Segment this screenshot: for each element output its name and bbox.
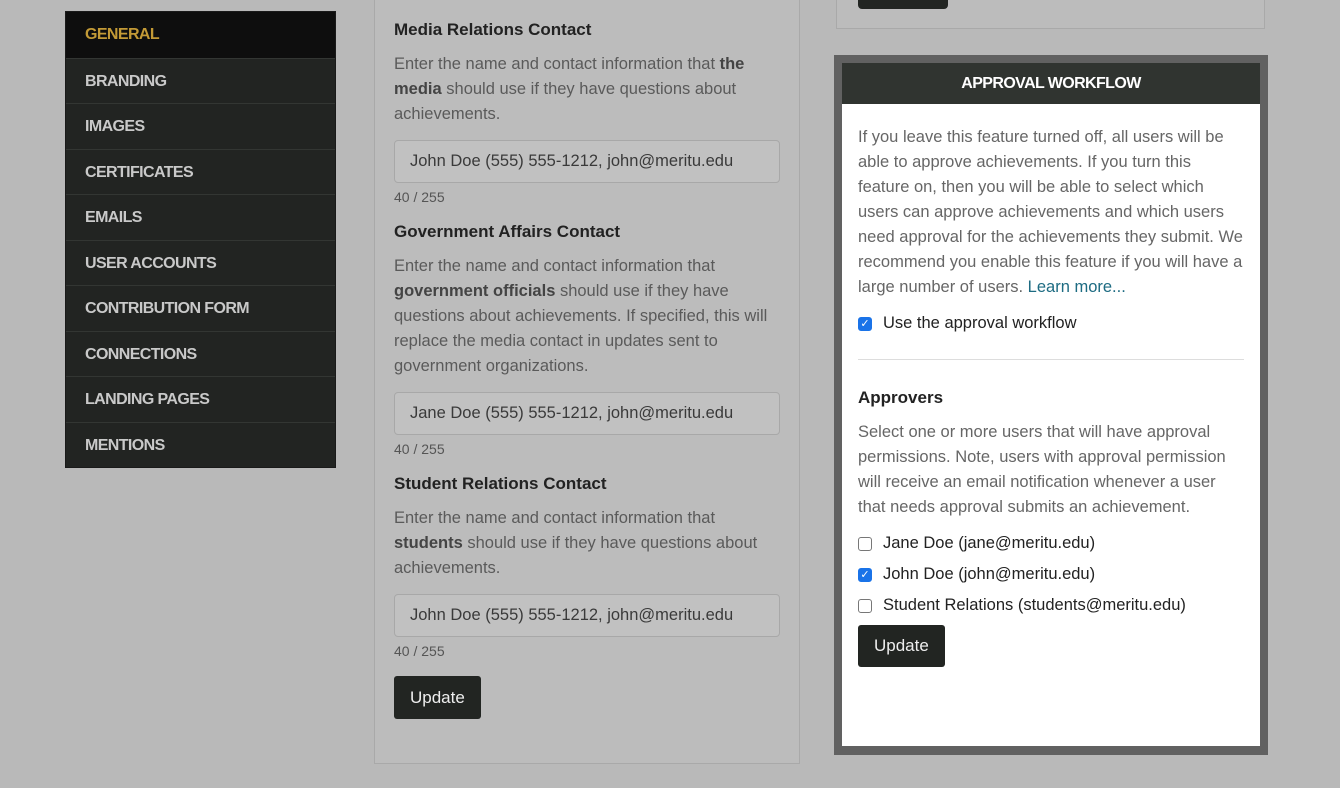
settings-sidebar — [65, 11, 336, 468]
dialog-title: APPROVAL WORKFLOW — [842, 63, 1260, 104]
media-contact-input[interactable]: John Doe (555) 555-1212, john@meritu.edu — [394, 140, 780, 183]
divider — [858, 359, 1244, 360]
student-contact-title: Student Relations Contact — [394, 474, 607, 493]
student-contact-input[interactable]: John Doe (555) 555-1212, john@meritu.edu — [394, 594, 780, 637]
approver-label: John Doe (john@meritu.edu) — [883, 565, 1096, 583]
top-right-button[interactable] — [858, 0, 948, 9]
contacts-update-button[interactable]: Update — [394, 676, 481, 719]
workflow-intro: If you leave this feature turned off, all users will be able to approve achievements. If you turn this feature on, then you will be able to select which users can approve achievements and which users need approval for the achievements they submit. We recommend you enable this feature if you will have a large number of users. Learn more... — [858, 128, 1243, 296]
sidebar-item-branding[interactable]: BRANDING — [66, 58, 335, 104]
checkbox-unchecked-icon[interactable] — [858, 599, 872, 613]
approver-checkbox-jane[interactable] — [858, 528, 1244, 559]
media-contact-title: Media Relations Contact — [394, 20, 592, 39]
gov-contact-input[interactable]: Jane Doe (555) 555-1212, john@meritu.edu — [394, 392, 780, 435]
student-contact-count: 40 / 255 — [394, 643, 445, 659]
gov-contact-count: 40 / 255 — [394, 441, 445, 457]
sidebar-item-mentions[interactable]: MENTIONS — [66, 422, 335, 468]
sidebar-item-certificates[interactable]: CERTIFICATES — [66, 149, 335, 195]
contacts-panel — [374, 0, 800, 764]
sidebar-item-images[interactable]: IMAGES — [66, 103, 335, 149]
approver-label: Jane Doe (jane@meritu.edu) — [883, 534, 1096, 552]
media-contact-description: Enter the name and contact information that the media should use if they have questions about achievements. — [394, 55, 745, 123]
top-right-panel — [836, 0, 1265, 29]
gov-contact-title: Government Affairs Contact — [394, 222, 621, 241]
approver-checkbox-john[interactable] — [858, 559, 1244, 590]
sidebar-item-user-accounts[interactable]: USER ACCOUNTS — [66, 240, 335, 286]
gov-contact-description: Enter the name and contact information that government officials should use if they have questions about achievements. If specified, this will replace the media contact in updates sent to government organizations. — [394, 257, 768, 375]
learn-more-link[interactable]: Learn more... — [1027, 278, 1126, 296]
approver-label: Student Relations (students@meritu.edu) — [883, 596, 1186, 614]
use-workflow-checkbox[interactable] — [858, 308, 1244, 339]
sidebar-item-contribution-form[interactable]: CONTRIBUTION FORM — [66, 285, 335, 331]
use-workflow-label: Use the approval workflow — [883, 314, 1077, 332]
approval-workflow-dialog — [834, 55, 1268, 755]
checkbox-unchecked-icon[interactable] — [858, 537, 872, 551]
approvers-description: Select one or more users that will have approval permissions. Note, users with approval permission will receive an email notification whenever a user that needs approval submits an achievement. — [858, 423, 1226, 516]
sidebar-item-landing-pages[interactable]: LANDING PAGES — [66, 376, 335, 422]
approval-update-button[interactable]: Update — [858, 625, 945, 667]
approver-checkbox-students[interactable] — [858, 590, 1244, 621]
sidebar-item-general[interactable]: GENERAL — [66, 12, 335, 58]
student-contact-description: Enter the name and contact information that students should use if they have questions about achievements. — [394, 509, 758, 577]
checkbox-checked-icon[interactable]: ✓ — [858, 317, 872, 331]
checkbox-checked-icon[interactable]: ✓ — [858, 568, 872, 582]
media-contact-count: 40 / 255 — [394, 189, 445, 205]
sidebar-item-connections[interactable]: CONNECTIONS — [66, 331, 335, 377]
sidebar-item-emails[interactable]: EMAILS — [66, 194, 335, 240]
approvers-title: Approvers — [858, 388, 944, 407]
